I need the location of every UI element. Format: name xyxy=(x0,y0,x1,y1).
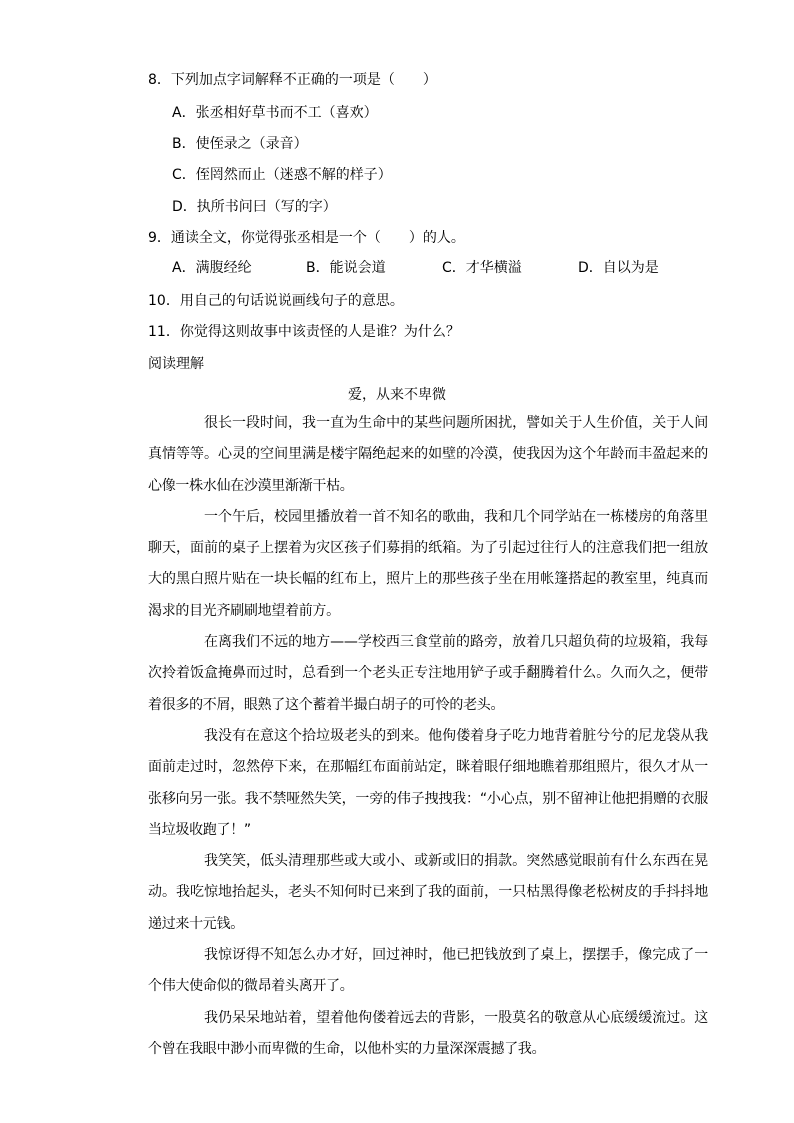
question-8-option-a: A．张丞相好草书而不工（喜欢） xyxy=(172,105,378,121)
article-title: 爱，从来不卑微 xyxy=(348,387,446,403)
article-paragraph: 我仍呆呆地站着，望着他佝偻着远去的背影，一股莫名的敬意从心底缓缓流过。这个曾在我眼中渺小而卑微的生命，以他朴实的力量深深震撼了我。 xyxy=(148,1009,708,1057)
question-9-option-b: B．能说会道 xyxy=(306,260,386,276)
question-8-option-d: D．执所书问曰（写的字） xyxy=(172,199,337,215)
question-9-option-d: D．自以为是 xyxy=(578,260,659,276)
article-paragraph: 很长一段时间，我一直为生命中的某些问题所困扰，譬如关于人生价值，关于人间真情等等。心灵的空间里满是楼宇隔绝起来的如壁的冷漠，使我因为这个年龄而丰盈起来的心像一株水仙在沙漠里渐渐干枯。 xyxy=(148,415,708,494)
article-paragraph: 在离我们不远的地方——学校西三食堂前的路旁，放着几只超负荷的垃圾箱，我每次拎着饭盒掩鼻而过时，总看到一个老头正专注地用铲子或手翻腾着什么。久而久之，便带着很多的不屑，眼熟了这个蓄着半撮白胡子的可怜的老头。 xyxy=(148,634,708,713)
question-10-stem: 10．用自己的句话说说画线句子的意思。 xyxy=(148,293,404,309)
question-9-option-a: A．满腹经纶 xyxy=(172,260,252,276)
section-label: 阅读理解 xyxy=(148,356,204,372)
article-paragraph: 一个午后，校园里播放着一首不知名的歌曲，我和几个同学站在一栋楼房的角落里聊天，面前的桌子上摆着为灾区孩子们募捐的纸箱。为了引起过往行人的注意我们把一组放大的黑白照片贴在一块长幅的红布上，照片上的那些孩子坐在用帐篷搭起的教室里，纯真而渴求的目光齐刷刷地望着前方。 xyxy=(148,508,708,619)
article-paragraph: 我惊讶得不知怎么办才好，回过神时，他已把钱放到了桌上，摆摆手，像完成了一个伟大使命似的微昂着头离开了。 xyxy=(148,947,708,995)
question-9-stem: 9．通读全文，你觉得张丞相是一个（ ）的人。 xyxy=(148,230,465,246)
article-paragraph: 我没有在意这个拾垃圾老头的到来。他佝偻着身子吃力地背着脏兮兮的尼龙袋从我面前走过时，忽然停下来，在那幅红布面前站定，眯着眼仔细地瞧着那组照片，很久才从一张移向另一张。我不禁哑然失笑，一旁的伟子拽拽我：“小心点，别不留神让他把捐赠的衣服当垃圾收跑了！” xyxy=(148,727,708,838)
question-8-option-c: C．侄罔然而止（迷惑不解的样子） xyxy=(172,167,392,183)
article-paragraph: 我笑笑，低头清理那些或大或小、或新或旧的捐款。突然感觉眼前有什么东西在晃动。我吃惊地抬起头，老头不知何时已来到了我的面前，一只枯黑得像老松树皮的手抖抖地递过来十元钱。 xyxy=(148,853,708,932)
question-11-stem: 11．你觉得这则故事中该责怪的人是谁？为什么？ xyxy=(148,324,460,340)
question-8-option-b: B．使侄录之（录音） xyxy=(172,136,308,152)
question-8-stem: 8．下列加点字词解释不正确的一项是（ ） xyxy=(148,72,437,88)
question-9-options xyxy=(172,258,732,278)
article-body xyxy=(148,408,708,1065)
question-9-option-c: C．才华横溢 xyxy=(442,260,522,276)
